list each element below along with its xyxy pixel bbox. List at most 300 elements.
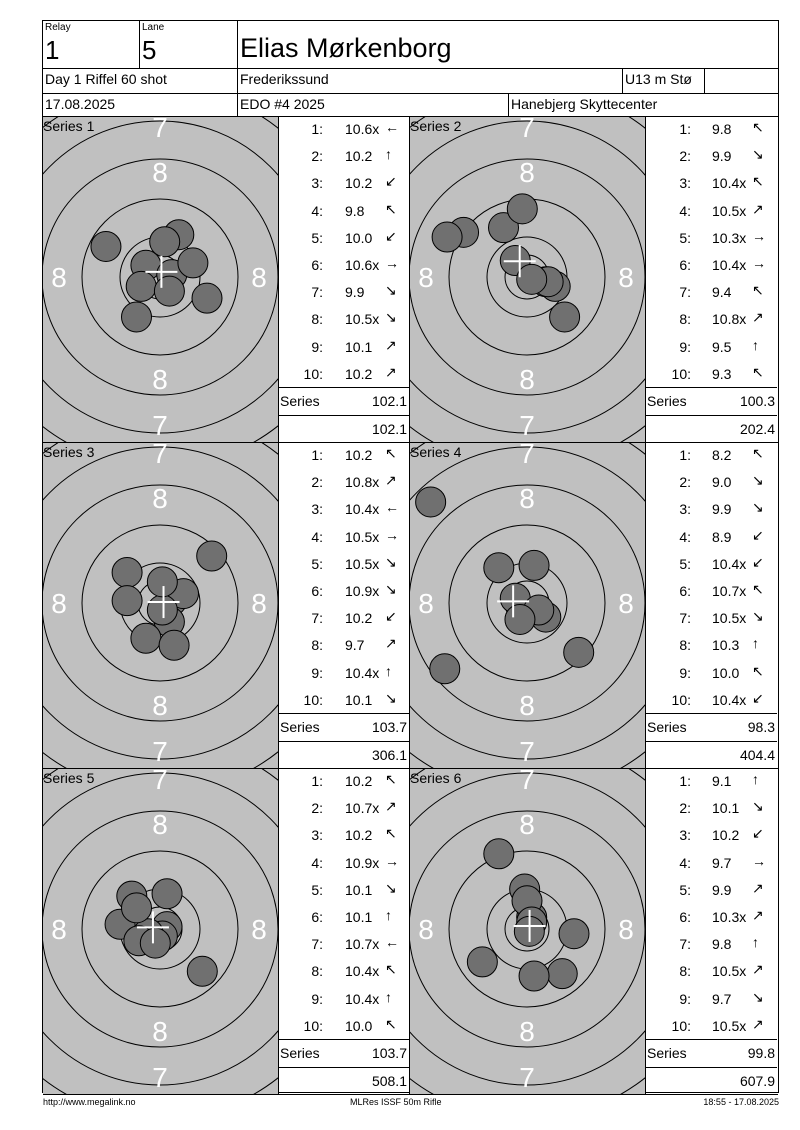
- shot-score: 10.2: [345, 175, 373, 192]
- shot-score: 10.4x: [345, 990, 380, 1007]
- shot-direction-icon: ←: [385, 934, 399, 951]
- ring-number: 8: [152, 1016, 168, 1047]
- ring-number: 8: [51, 262, 67, 293]
- shot-number: 10:: [303, 1017, 323, 1034]
- ring-number: 8: [152, 157, 168, 188]
- shot-direction-icon: →: [752, 227, 766, 244]
- shot-row: [279, 606, 409, 633]
- shot-hole: [550, 302, 580, 332]
- shot-score: 10.0: [712, 664, 740, 681]
- shot-number: 10:: [671, 691, 691, 708]
- venue-name: Hanebjerg Skyttecenter: [511, 96, 658, 112]
- shot-hole: [147, 567, 177, 597]
- shot-number: 6:: [311, 257, 323, 273]
- shot-score: 10.5x: [712, 202, 747, 219]
- shot-direction-icon: ↖: [752, 445, 764, 461]
- cumulative-total: 404.4: [739, 747, 775, 763]
- shot-direction-icon: ↘: [385, 309, 397, 326]
- shot-row: [646, 606, 777, 633]
- shot-score: 10.8x: [712, 311, 747, 328]
- ring-number: 7: [152, 443, 168, 469]
- shot-number: 1:: [311, 121, 323, 137]
- shot-row: [279, 470, 409, 497]
- shot-row: [646, 253, 777, 280]
- shot-score: 10.1: [712, 800, 740, 817]
- shot-score: 10.8x: [345, 474, 380, 491]
- ring-number: 8: [618, 262, 634, 293]
- shot-number: 8:: [311, 963, 323, 980]
- shot-direction-icon: ↗: [752, 879, 764, 896]
- ring-number: 8: [251, 914, 267, 945]
- cumulative-total: 607.9: [739, 1073, 775, 1089]
- shot-row: [646, 226, 777, 253]
- shot-row: [279, 552, 409, 579]
- shot-direction-icon: ↘: [385, 581, 397, 597]
- shot-number: 7:: [311, 936, 323, 953]
- ring-number: 7: [519, 410, 535, 441]
- shot-direction-icon: ↙: [752, 689, 764, 706]
- ring-number: 8: [519, 1016, 535, 1047]
- shot-number: 8:: [679, 637, 691, 654]
- shot-direction-icon: ↑: [385, 907, 392, 923]
- shot-row: [646, 443, 777, 470]
- shot-number: 3:: [679, 827, 691, 844]
- ring-number: 8: [152, 690, 168, 721]
- shot-score: 10.5x: [345, 555, 380, 572]
- shot-hole: [131, 623, 161, 653]
- shot-score: 10.4x: [345, 664, 380, 681]
- shot-number: 10:: [303, 365, 323, 382]
- shot-score: 10.4x: [712, 175, 747, 192]
- shot-score: 10.3x: [712, 229, 747, 246]
- shot-row: [279, 307, 409, 334]
- shot-score: 9.8: [712, 936, 732, 953]
- cumulative-total-row: [646, 741, 777, 768]
- ring-number: 8: [519, 157, 535, 188]
- shot-score: 10.5x: [345, 311, 380, 328]
- shot-direction-icon: ↖: [752, 363, 764, 380]
- shot-hole: [564, 637, 594, 667]
- series-title: Series 1: [43, 118, 95, 134]
- lane-cell: [140, 21, 238, 68]
- shot-number: 4:: [679, 202, 691, 219]
- shot-hole: [178, 248, 208, 278]
- series-total-row: [279, 713, 409, 741]
- shot-row: [279, 362, 409, 389]
- shot-number: 9:: [311, 990, 323, 1007]
- shot-number: 6:: [679, 257, 691, 273]
- ring-number: 8: [519, 690, 535, 721]
- shot-direction-icon: ↑: [385, 146, 392, 163]
- series-title: Series 6: [410, 770, 462, 786]
- shot-hole: [140, 928, 170, 958]
- shot-hole: [430, 654, 460, 684]
- shot-row: [646, 878, 777, 905]
- shot-number: 6:: [679, 583, 691, 599]
- shot-row: [646, 117, 777, 144]
- shot-number: 7:: [311, 284, 323, 301]
- ring-number: 8: [152, 483, 168, 514]
- shot-number: 9:: [679, 990, 691, 1007]
- ring-number: 8: [418, 914, 434, 945]
- shot-list-series-6: [645, 769, 777, 1094]
- shot-number: 9:: [679, 664, 691, 681]
- shot-direction-icon: →: [385, 852, 399, 869]
- shot-hole: [517, 264, 547, 294]
- date-cell: [43, 94, 238, 116]
- series-total: 100.3: [739, 393, 775, 409]
- shot-hole: [91, 231, 121, 261]
- series-total-row: [279, 387, 409, 415]
- shot-row: [646, 932, 777, 959]
- shot-direction-icon: ↗: [385, 363, 397, 380]
- shot-row: [279, 117, 409, 144]
- shot-score: 10.9x: [345, 854, 380, 871]
- shot-number: 3:: [311, 501, 323, 518]
- shot-score: 10.1: [345, 881, 373, 898]
- shot-row: [646, 335, 777, 362]
- shot-score: 10.0: [345, 1017, 373, 1034]
- shot-direction-icon: ↑: [752, 336, 759, 353]
- shot-row: [646, 688, 777, 715]
- shot-score: 9.9: [712, 148, 732, 165]
- shot-hole: [159, 630, 189, 660]
- result-sheet: [42, 20, 779, 1093]
- shot-direction-icon: ↘: [752, 472, 764, 489]
- event-cell: [43, 69, 238, 93]
- shot-row: [279, 688, 409, 715]
- shot-hole: [192, 283, 222, 313]
- target-series-4: [410, 443, 645, 768]
- shot-number: 1:: [311, 773, 323, 789]
- shot-number: 8:: [311, 311, 323, 328]
- shot-score: 9.8: [712, 121, 732, 137]
- shot-direction-icon: ↖: [752, 119, 764, 135]
- series-total-label: Series: [280, 393, 320, 409]
- shot-hole: [150, 227, 180, 257]
- ring-number: 7: [519, 1062, 535, 1093]
- shot-score: 10.5x: [712, 963, 747, 980]
- shot-score: 10.4x: [712, 691, 747, 708]
- series-total-row: [646, 713, 777, 741]
- target-series-6: [410, 769, 645, 1094]
- shot-hole: [122, 893, 152, 923]
- shot-row: [279, 497, 409, 524]
- shot-row: [279, 226, 409, 253]
- shot-direction-icon: ↘: [752, 499, 764, 516]
- shot-direction-icon: ↗: [752, 961, 764, 978]
- shot-score: 10.4x: [345, 501, 380, 518]
- shot-hole: [505, 604, 535, 634]
- cumulative-total: 202.4: [739, 421, 775, 437]
- shot-direction-icon: ↘: [385, 553, 397, 570]
- shot-row: [646, 579, 777, 606]
- cumulative-total-row: [279, 415, 409, 442]
- shot-number: 9:: [311, 338, 323, 355]
- shot-number: 1:: [311, 447, 323, 463]
- shot-score: 10.2: [712, 827, 740, 844]
- cumulative-total-row: [279, 741, 409, 768]
- shot-direction-icon: ↖: [385, 961, 397, 978]
- shot-row: [279, 796, 409, 823]
- relay-cell: [43, 21, 140, 68]
- shot-row: [279, 905, 409, 932]
- target-series-3: [43, 443, 278, 768]
- shot-number: 1:: [679, 773, 691, 789]
- shot-direction-icon: ↙: [752, 825, 764, 842]
- shot-direction-icon: ↑: [752, 934, 759, 951]
- ring-number: 8: [618, 914, 634, 945]
- shot-direction-icon: ↑: [385, 662, 392, 679]
- series-total-row: [646, 1039, 777, 1067]
- shot-hole: [147, 595, 177, 625]
- shot-row: [646, 661, 777, 688]
- cumulative-total: 508.1: [371, 1073, 407, 1089]
- shot-number: 3:: [679, 501, 691, 518]
- ring-number: 8: [519, 364, 535, 395]
- shot-score: 10.7x: [345, 800, 380, 817]
- shot-list-series-5: [278, 769, 410, 1094]
- event-name: Day 1 Riffel 60 shot: [45, 71, 167, 87]
- ring-number: 7: [519, 117, 535, 143]
- shot-number: 10:: [303, 691, 323, 708]
- shot-number: 2:: [679, 800, 691, 817]
- shot-direction-icon: →: [752, 852, 766, 869]
- cumulative-total: 306.1: [371, 747, 407, 763]
- shot-row: [646, 905, 777, 932]
- shot-row: [279, 633, 409, 660]
- shot-hole: [416, 487, 446, 517]
- series-total: 98.3: [747, 719, 775, 735]
- ring-number: 8: [51, 914, 67, 945]
- series-total: 99.8: [747, 1045, 775, 1061]
- shot-score: 10.1: [345, 338, 373, 355]
- shot-direction-icon: ↙: [385, 608, 397, 625]
- venue-cell: [509, 94, 778, 116]
- series-total: 103.7: [371, 1045, 407, 1061]
- shot-number: 2:: [311, 800, 323, 817]
- shot-row: [279, 1014, 409, 1041]
- shot-score: 9.9: [712, 881, 732, 898]
- relay-value: 1: [45, 35, 60, 65]
- shot-row: [646, 362, 777, 389]
- shot-number: 10:: [671, 365, 691, 382]
- shot-direction-icon: →: [385, 255, 399, 271]
- shot-direction-icon: ↘: [752, 608, 764, 625]
- series-total-row: [646, 387, 777, 415]
- shot-row: [646, 851, 777, 878]
- shot-direction-icon: ↙: [752, 526, 764, 543]
- shot-number: 6:: [311, 583, 323, 599]
- series-total-row: [279, 1039, 409, 1067]
- shooter-cell: [238, 21, 778, 68]
- shot-hole: [484, 839, 514, 869]
- series-total-label: Series: [647, 1045, 687, 1061]
- shot-row: [646, 959, 777, 986]
- shot-score: 9.4: [712, 284, 732, 301]
- cumulative-total-row: [646, 1067, 777, 1094]
- shot-score: 10.4x: [345, 963, 380, 980]
- shot-score: 9.7: [712, 854, 732, 871]
- ring-number: 7: [519, 736, 535, 767]
- shot-score: 9.9: [345, 284, 365, 301]
- shot-direction-icon: ↗: [752, 309, 764, 326]
- club-cell: [238, 69, 623, 93]
- shot-score: 10.6x: [345, 257, 380, 273]
- shot-score: 10.2: [345, 827, 373, 844]
- shot-number: 6:: [679, 909, 691, 925]
- shot-direction-icon: ←: [385, 499, 399, 516]
- shot-row: [279, 823, 409, 850]
- cumulative-total-row: [646, 415, 777, 442]
- shot-row: [646, 769, 777, 796]
- shot-number: 2:: [679, 148, 691, 165]
- shot-row: [279, 144, 409, 171]
- shot-number: 5:: [679, 881, 691, 898]
- shot-row: [646, 552, 777, 579]
- shot-direction-icon: ↙: [385, 173, 397, 190]
- footer-timestamp: 18:55 - 17.08.2025: [703, 1097, 779, 1107]
- shot-score: 10.9x: [345, 583, 380, 599]
- shot-score: 9.9: [712, 501, 732, 518]
- shot-number: 5:: [311, 881, 323, 898]
- shot-direction-icon: ↗: [752, 200, 764, 217]
- series-total-label: Series: [280, 1045, 320, 1061]
- competition-cell: [238, 94, 509, 116]
- shot-hole: [152, 879, 182, 909]
- shot-row: [279, 878, 409, 905]
- shot-score: 10.0: [345, 229, 373, 246]
- ring-number: 8: [152, 809, 168, 840]
- shot-number: 7:: [311, 610, 323, 627]
- shot-number: 5:: [679, 555, 691, 572]
- shot-row: [646, 470, 777, 497]
- shot-hole: [467, 947, 497, 977]
- cumulative-total-row: [279, 1067, 409, 1094]
- shot-number: 4:: [679, 854, 691, 871]
- shot-direction-icon: ↗: [385, 336, 397, 353]
- target-series-1: [43, 117, 278, 442]
- shot-row: [279, 661, 409, 688]
- shot-hole: [112, 586, 142, 616]
- shot-score: 10.2: [345, 773, 373, 789]
- shot-number: 2:: [679, 474, 691, 491]
- ring-number: 7: [519, 443, 535, 469]
- shot-score: 10.2: [345, 447, 373, 463]
- shot-score: 10.7x: [345, 936, 380, 953]
- shot-hole: [187, 956, 217, 986]
- shot-score: 10.1: [345, 909, 373, 925]
- shot-row: [646, 796, 777, 823]
- shot-direction-icon: ↖: [385, 445, 397, 461]
- shot-score: 10.3x: [712, 909, 747, 925]
- shot-score: 10.2: [345, 610, 373, 627]
- shot-number: 7:: [679, 284, 691, 301]
- shot-score: 10.2: [345, 365, 373, 382]
- shot-direction-icon: ↘: [385, 689, 397, 706]
- shot-direction-icon: ↗: [752, 907, 764, 923]
- ring-number: 8: [251, 588, 267, 619]
- shot-number: 2:: [311, 474, 323, 491]
- ring-number: 8: [51, 588, 67, 619]
- series-title: Series 5: [43, 770, 95, 786]
- shot-row: [279, 525, 409, 552]
- shot-score: 8.9: [712, 528, 732, 545]
- shot-row: [279, 199, 409, 226]
- shot-score: 10.2: [345, 148, 373, 165]
- shot-score: 9.8: [345, 202, 365, 219]
- shot-hole: [519, 550, 549, 580]
- shot-direction-icon: ↑: [752, 635, 759, 652]
- shot-hole: [507, 194, 537, 224]
- shot-direction-icon: ↘: [752, 146, 764, 163]
- shot-direction-icon: ↘: [752, 988, 764, 1005]
- ring-number: 8: [152, 364, 168, 395]
- shot-score: 8.2: [712, 447, 732, 463]
- series-total-label: Series: [647, 719, 687, 735]
- shot-number: 5:: [311, 229, 323, 246]
- shot-number: 1:: [679, 447, 691, 463]
- shot-direction-icon: ↙: [752, 553, 764, 570]
- club-name: Frederikssund: [240, 71, 329, 87]
- shot-score: 10.5x: [712, 610, 747, 627]
- shot-hole: [559, 919, 589, 949]
- shot-list-series-2: [645, 117, 777, 442]
- series-title: Series 4: [410, 444, 462, 460]
- shot-score: 10.5x: [712, 1017, 747, 1034]
- shot-hole: [484, 553, 514, 583]
- shot-number: 2:: [311, 148, 323, 165]
- shot-score: 10.4x: [712, 555, 747, 572]
- shot-hole: [154, 276, 184, 306]
- target-series-2: [410, 117, 645, 442]
- shot-number: 3:: [311, 827, 323, 844]
- shot-number: 4:: [679, 528, 691, 545]
- series-total: 102.1: [371, 393, 407, 409]
- shot-score: 10.3: [712, 637, 740, 654]
- shot-number: 9:: [679, 338, 691, 355]
- ring-number: 8: [519, 809, 535, 840]
- series-title: Series 3: [43, 444, 95, 460]
- shot-number: 4:: [311, 202, 323, 219]
- shot-row: [279, 851, 409, 878]
- shot-direction-icon: ↗: [385, 635, 397, 652]
- series-title: Series 2: [410, 118, 462, 134]
- date-value: 17.08.2025: [45, 96, 116, 112]
- shot-row: [646, 1014, 777, 1041]
- shot-direction-icon: ↗: [385, 472, 397, 489]
- shot-row: [279, 443, 409, 470]
- ring-number: 8: [251, 262, 267, 293]
- shot-score: 9.1: [712, 773, 732, 789]
- ring-number: 7: [152, 410, 168, 441]
- shot-row: [279, 335, 409, 362]
- shot-row: [279, 932, 409, 959]
- shot-direction-icon: →: [385, 526, 399, 543]
- shot-hole: [122, 302, 152, 332]
- shot-number: 7:: [679, 610, 691, 627]
- shot-direction-icon: ↘: [385, 282, 397, 299]
- shot-list-series-1: [278, 117, 410, 442]
- shot-direction-icon: ↑: [385, 988, 392, 1005]
- ring-number: 7: [152, 736, 168, 767]
- shot-row: [646, 144, 777, 171]
- series-total-label: Series: [647, 393, 687, 409]
- shot-score: 9.5: [712, 338, 732, 355]
- shot-score: 10.6x: [345, 121, 380, 137]
- shot-score: 9.7: [712, 990, 732, 1007]
- shot-hole: [547, 959, 577, 989]
